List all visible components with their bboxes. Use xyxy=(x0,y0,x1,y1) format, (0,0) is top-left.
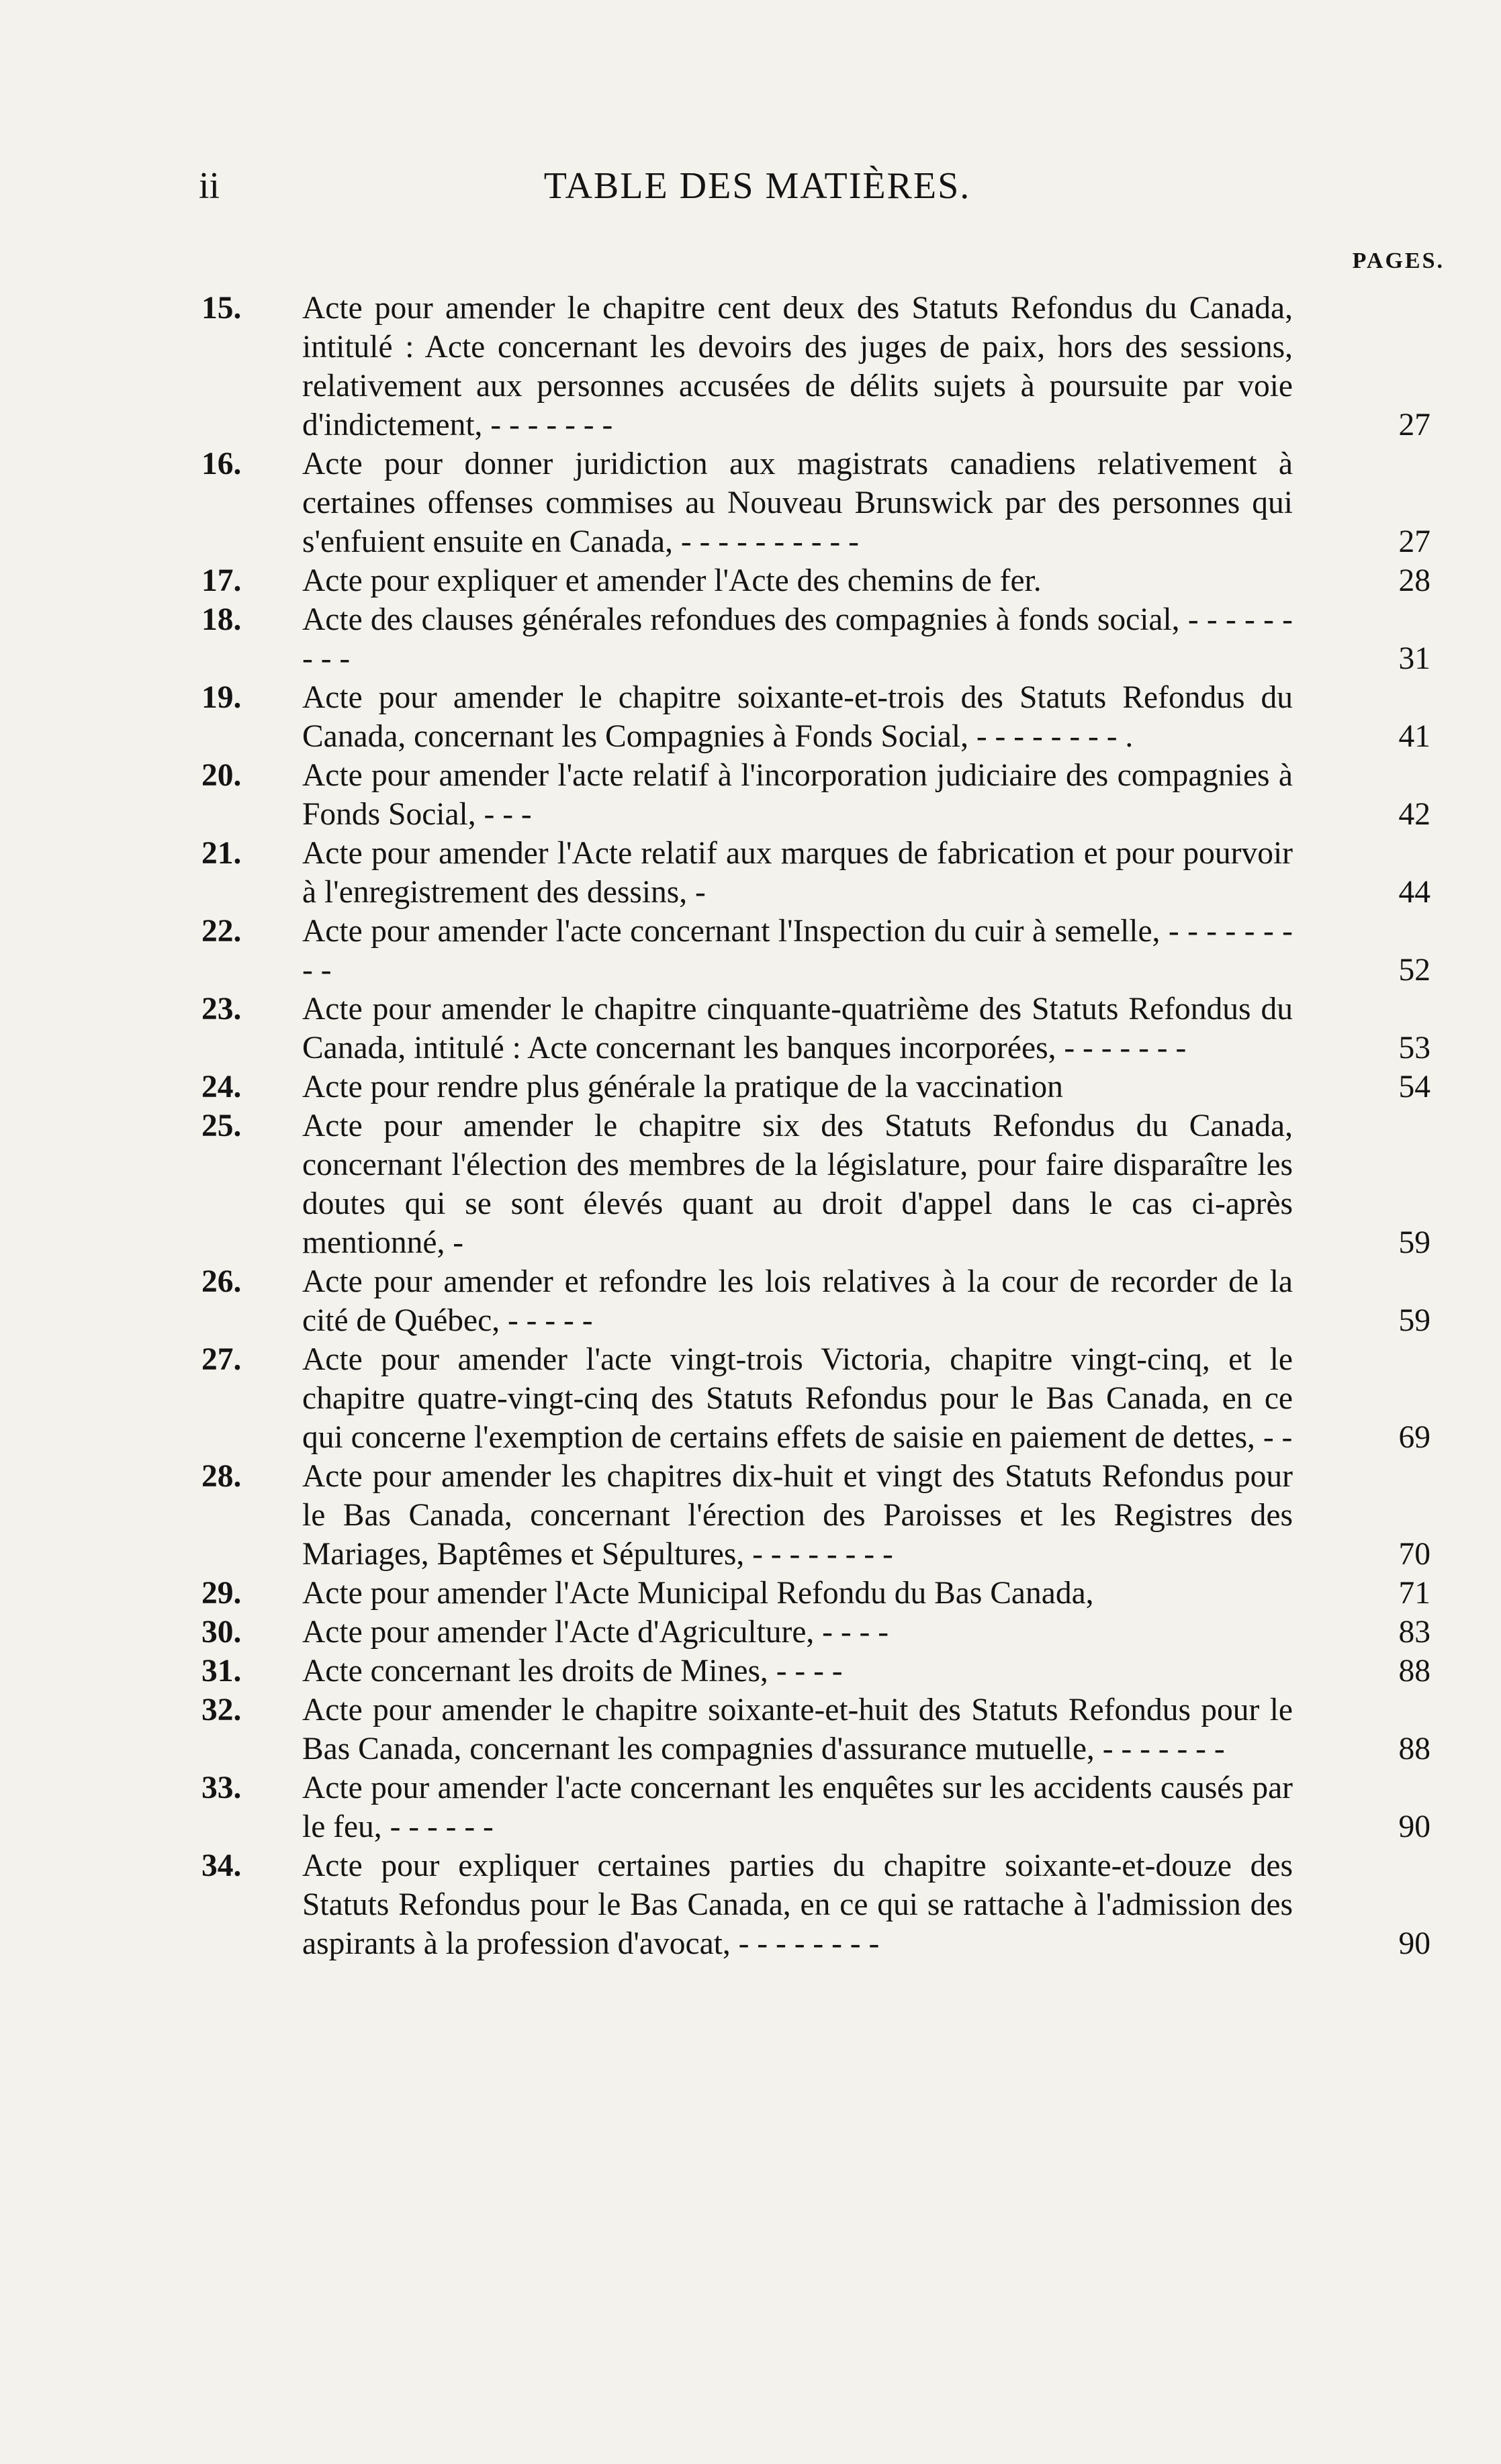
entry-number: 31. xyxy=(201,1654,242,1689)
entry-title: Acte pour amender le chapitre cent deux des Statuts Refondus du Canada, intitulé : Acte concernant les devoirs des juges de paix, hors des sessions, relativement aux personnes accusées de délits sujets à poursuite par voie d'indictement, - - - - - - - xyxy=(302,291,1293,442)
entry-title: Acte pour amender l'acte vingt-trois Victoria, chapitre vingt-cinq, et le chapitre quatre-vingt-cinq des Statuts Refondus pour le Bas Canada, en ce qui concerne l'exemption de certains effets de saisie en paiement de dettes, - - xyxy=(302,1342,1293,1455)
entry-title: Acte pour amender et refondre les lois relatives à la cour de recorder de la cité de Québec, - - - - - xyxy=(302,1264,1293,1338)
entry-number: 24. xyxy=(201,1070,242,1104)
dot-leaders: - - - - - - xyxy=(390,1809,494,1844)
entry-number: 33. xyxy=(201,1770,242,1805)
toc-entry xyxy=(201,912,1430,990)
toc-entry xyxy=(201,990,1430,1068)
table-of-contents xyxy=(201,289,1430,1963)
entry-page-number: 70 xyxy=(1398,1537,1430,1572)
toc-entry xyxy=(201,561,1430,600)
entry-page-number: 71 xyxy=(1398,1576,1430,1611)
entry-page-number: 54 xyxy=(1398,1070,1430,1104)
pages-column-label: PAGES. xyxy=(1352,248,1445,273)
entry-number: 26. xyxy=(201,1264,242,1299)
entry-page-number: 69 xyxy=(1398,1420,1430,1455)
entry-title: Acte pour rendre plus générale la pratique de la vaccination xyxy=(302,1070,1063,1104)
entry-page-number: 52 xyxy=(1398,953,1430,988)
entry-number: 22. xyxy=(201,914,242,949)
entry-number: 25. xyxy=(201,1108,242,1143)
entry-page-number: 59 xyxy=(1398,1303,1430,1338)
entry-page-number: 88 xyxy=(1398,1732,1430,1766)
dot-leaders: - - - - - xyxy=(507,1303,593,1338)
dot-leaders: - - - - - - - - xyxy=(738,1926,880,1961)
entry-title: Acte pour amender l'acte concernant les enquêtes sur les accidents causés par le feu, - - - - - - xyxy=(302,1770,1293,1844)
entry-title: Acte pour amender l'Acte relatif aux marques de fabrication et pour pourvoir à l'enregistrement des dessins, - xyxy=(302,836,1293,910)
entry-title: Acte pour amender les chapitres dix-huit et vingt des Statuts Refondus pour le Bas Canada, concernant l'érection des Paroisses et les Registres des Mariages, Baptêmes et Sépultures, - - - - - - - - xyxy=(302,1459,1293,1572)
entry-number: 34. xyxy=(201,1848,242,1883)
entry-number: 21. xyxy=(201,836,242,871)
entry-page-number: 27 xyxy=(1398,524,1430,559)
toc-entry xyxy=(201,756,1430,834)
page-title: TABLE DES MATIÈRES. xyxy=(543,165,971,207)
entry-number: 18. xyxy=(201,602,242,637)
entry-title: Acte pour amender le chapitre cinquante-quatrième des Statuts Refondus du Canada, intitulé : Acte concernant les banques incorporées, - - - - - - - xyxy=(302,992,1293,1065)
toc-entry xyxy=(201,1846,1430,1963)
entry-title: Acte pour amender l'Acte Municipal Refondu du Bas Canada, xyxy=(302,1576,1094,1611)
toc-entry xyxy=(201,444,1430,561)
toc-entry xyxy=(201,1691,1430,1768)
dot-leaders: - - - - xyxy=(822,1615,889,1650)
entry-page-number: 41 xyxy=(1398,719,1430,754)
entry-number: 28. xyxy=(201,1459,242,1494)
toc-entry xyxy=(201,1340,1430,1457)
entry-page-number: 53 xyxy=(1398,1031,1430,1065)
toc-entry xyxy=(201,1262,1430,1340)
toc-entry xyxy=(201,1768,1430,1846)
entry-number: 16. xyxy=(201,446,242,481)
entry-title: Acte pour amender le chapitre soixante-et-trois des Statuts Refondus du Canada, concernant les Compagnies à Fonds Social, - - - - - - - - . xyxy=(302,680,1293,754)
entry-number: 29. xyxy=(201,1576,242,1611)
toc-entry xyxy=(201,678,1430,756)
dot-leaders: - - - - - - - - - - xyxy=(680,524,859,559)
dot-leaders: - - - xyxy=(484,797,532,832)
dot-leaders: - xyxy=(695,875,706,910)
entry-page-number: 83 xyxy=(1398,1615,1430,1650)
entry-title: Acte pour expliquer certaines parties du chapitre soixante-et-douze des Statuts Refondus pour le Bas Canada, en ce qui se rattache à l'admission des aspirants à la profession d'avocat, - - - - - - - - xyxy=(302,1848,1293,1961)
entry-title: Acte pour amender l'acte concernant l'Inspection du cuir à semelle, - - - - - - - - - xyxy=(302,914,1293,988)
entry-page-number: 88 xyxy=(1398,1654,1430,1689)
entry-number: 32. xyxy=(201,1693,242,1727)
entry-page-number: 42 xyxy=(1398,797,1430,832)
entry-title: Acte pour amender l'acte relatif à l'incorporation judiciaire des compagnies à Fonds Social, - - - xyxy=(302,758,1293,832)
entry-page-number: 90 xyxy=(1398,1809,1430,1844)
entry-page-number: 59 xyxy=(1398,1225,1430,1260)
dot-leaders: - - - - - - - xyxy=(490,408,613,442)
page-number: ii xyxy=(199,165,220,207)
entry-title: Acte pour amender l'Acte d'Agriculture, - - - - xyxy=(302,1615,889,1650)
entry-title: Acte concernant les droits de Mines, - - - - xyxy=(302,1654,843,1689)
entry-page-number: 28 xyxy=(1398,563,1430,598)
entry-title: Acte pour donner juridiction aux magistrats canadiens relativement à certaines offenses commises au Nouveau Brunswick par des personnes qui s'enfuient ensuite en Canada, - - - - - - - - - - xyxy=(302,446,1293,559)
toc-entry xyxy=(201,1068,1430,1106)
entry-title: Acte pour expliquer et amender l'Acte des chemins de fer. xyxy=(302,563,1042,598)
dot-leaders: - - - - - - - - - xyxy=(302,602,1293,676)
toc-entry xyxy=(201,834,1430,912)
entry-title: Acte pour amender le chapitre six des Statuts Refondus du Canada, concernant l'élection des membres de la législature, pour faire disparaître les doutes qui se sont élevés quant au droit d'appel dans le cas ci-après mentionné, - xyxy=(302,1108,1293,1260)
toc-entry xyxy=(201,289,1430,444)
entry-number: 27. xyxy=(201,1342,242,1377)
dot-leaders: - - xyxy=(1263,1420,1293,1455)
entry-page-number: 44 xyxy=(1398,875,1430,910)
dot-leaders: - - - - - - - - xyxy=(752,1537,893,1572)
toc-entry xyxy=(201,1106,1430,1262)
dot-leaders: - - - - - - - - . xyxy=(976,719,1134,754)
entry-title: Acte des clauses générales refondues des compagnies à fonds social, - - - - - - - - - xyxy=(302,602,1293,676)
entry-number: 20. xyxy=(201,758,242,793)
toc-entry xyxy=(201,1574,1430,1613)
entry-number: 30. xyxy=(201,1615,242,1650)
toc-entry xyxy=(201,600,1430,678)
dot-leaders: - xyxy=(453,1225,464,1260)
toc-entry xyxy=(201,1652,1430,1691)
entry-number: 19. xyxy=(201,680,242,715)
entry-page-number: 31 xyxy=(1398,641,1430,676)
entry-title: Acte pour amender le chapitre soixante-et-huit des Statuts Refondus pour le Bas Canada, concernant les compagnies d'assurance mutuelle, - - - - - - - xyxy=(302,1693,1293,1766)
dot-leaders: - - - - - - - - - xyxy=(302,914,1293,988)
page-header xyxy=(0,156,1501,216)
entry-number: 15. xyxy=(201,291,242,326)
toc-entry xyxy=(201,1457,1430,1574)
entry-page-number: 27 xyxy=(1398,408,1430,442)
entry-page-number: 90 xyxy=(1398,1926,1430,1961)
dot-leaders: - - - - - - - xyxy=(1064,1031,1187,1065)
entry-number: 17. xyxy=(201,563,242,598)
entry-number: 23. xyxy=(201,992,242,1027)
toc-entry xyxy=(201,1613,1430,1652)
dot-leaders: - - - - - - - xyxy=(1102,1732,1225,1766)
dot-leaders: - - - - xyxy=(776,1654,843,1689)
